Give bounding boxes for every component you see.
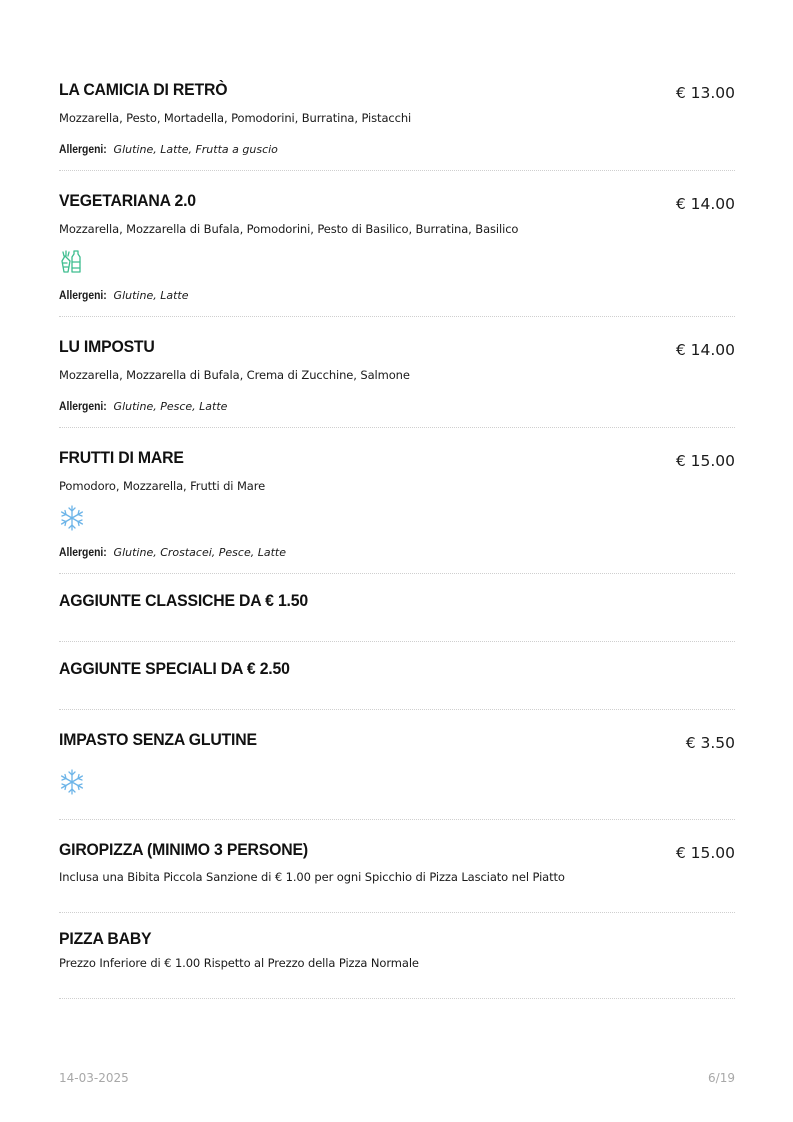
- footer-page-number: 6/19: [708, 1071, 735, 1085]
- item-name: FRUTTI DI MARE: [59, 448, 184, 467]
- item-name: PIZZA BABY: [59, 929, 152, 948]
- frozen-snowflake-icon: [59, 505, 85, 531]
- allergens-value: Glutine, Crostacei, Pesce, Latte: [113, 546, 286, 559]
- item-price: € 14.00: [675, 341, 735, 359]
- item-price: € 15.00: [675, 452, 735, 470]
- menu-item: [59, 448, 735, 574]
- item-name: GIROPIZZA (MINIMO 3 PERSONE): [59, 840, 308, 859]
- item-name: AGGIUNTE SPECIALI DA € 2.50: [59, 659, 290, 678]
- menu-item: [59, 659, 735, 710]
- item-name: LU IMPOSTU: [59, 337, 155, 356]
- allergens-label: Allergeni:: [59, 401, 107, 413]
- vegetarian-icon: [59, 248, 85, 274]
- item-allergens: [59, 289, 188, 302]
- item-allergens: [59, 546, 286, 559]
- item-price: € 15.00: [675, 844, 735, 862]
- menu-item: [59, 840, 735, 913]
- item-allergens: [59, 400, 227, 413]
- allergens-value: Glutine, Pesce, Latte: [113, 400, 228, 413]
- item-description: Pomodoro, Mozzarella, Frutti di Mare: [59, 479, 266, 493]
- item-description: Prezzo Inferiore di € 1.00 Rispetto al Prezzo della Pizza Normale: [59, 956, 419, 970]
- menu-item: [59, 191, 735, 317]
- item-description: Mozzarella, Mozzarella di Bufala, Pomodorini, Pesto di Basilico, Burratina, Basilico: [59, 222, 519, 236]
- item-name: AGGIUNTE CLASSICHE DA € 1.50: [59, 591, 308, 610]
- item-name: VEGETARIANA 2.0: [59, 191, 196, 210]
- item-price: € 3.50: [685, 734, 735, 752]
- allergens-value: Glutine, Latte, Frutta a guscio: [113, 143, 278, 156]
- item-description: Mozzarella, Pesto, Mortadella, Pomodorini, Burratina, Pistacchi: [59, 111, 412, 125]
- allergens-label: Allergeni:: [59, 144, 107, 156]
- item-price: € 13.00: [675, 84, 735, 102]
- item-name: LA CAMICIA DI RETRÒ: [59, 80, 228, 99]
- item-allergens: [59, 143, 278, 156]
- menu-item: [59, 929, 735, 999]
- menu-item: [59, 80, 735, 171]
- item-price: € 14.00: [675, 195, 735, 213]
- frozen-snowflake-icon: [59, 769, 85, 795]
- item-description: Mozzarella, Mozzarella di Bufala, Crema di Zucchine, Salmone: [59, 368, 410, 382]
- item-description: Inclusa una Bibita Piccola Sanzione di € 1.00 per ogni Spicchio di Pizza Lasciato nel Piatto: [59, 870, 565, 884]
- allergens-label: Allergeni:: [59, 547, 107, 559]
- menu-item: [59, 591, 735, 642]
- footer-date: 14-03-2025: [59, 1071, 129, 1085]
- allergens-label: Allergeni:: [59, 290, 107, 302]
- menu-item: [59, 730, 735, 820]
- item-name: IMPASTO SENZA GLUTINE: [59, 730, 257, 749]
- allergens-value: Glutine, Latte: [113, 289, 189, 302]
- menu-item: [59, 337, 735, 428]
